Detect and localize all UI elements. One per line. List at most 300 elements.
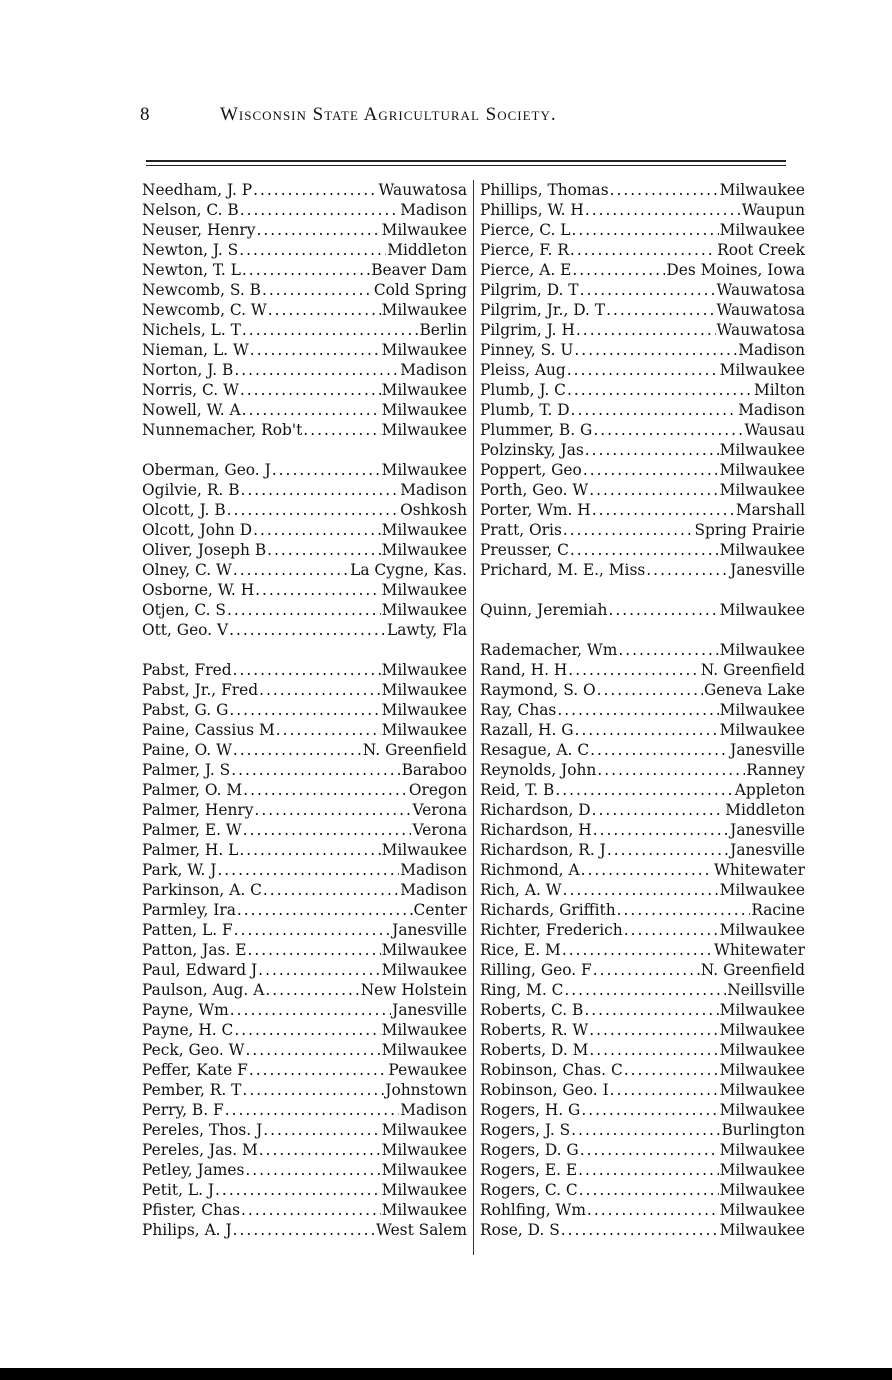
member-name: Pabst, G. G <box>142 701 229 719</box>
member-place: Center <box>413 901 467 919</box>
member-name: Olcott, John D <box>142 521 253 539</box>
member-name: Porter, Wm. H <box>480 501 591 519</box>
leader-dots <box>571 1120 720 1140</box>
member-place: Spring Prairie <box>694 521 805 539</box>
member-name: Reid, T. B <box>480 781 555 799</box>
member-entry <box>142 1200 467 1220</box>
member-place: Des Moines, Iowa <box>666 261 805 279</box>
member-name: Richter, Frederich <box>480 921 623 939</box>
leader-dots <box>253 520 381 540</box>
member-entry <box>480 400 805 420</box>
member-place: Oshkosh <box>400 501 467 519</box>
member-place: Milwaukee <box>719 481 805 499</box>
member-name: Ray, Chas <box>480 701 557 719</box>
member-entry <box>480 600 805 620</box>
member-place: Milwaukee <box>719 1161 805 1179</box>
member-entry <box>142 1060 467 1080</box>
member-entry <box>142 1100 467 1120</box>
leader-dots <box>243 820 412 840</box>
member-entry <box>480 560 805 580</box>
member-name: Needham, J. P <box>142 181 253 199</box>
member-entry <box>480 1040 805 1060</box>
member-entry <box>480 860 805 880</box>
member-name: Olney, C. W <box>142 561 232 579</box>
leader-dots <box>229 700 380 720</box>
member-place: Milwaukee <box>719 1141 805 1159</box>
member-place: Milwaukee <box>381 1121 467 1139</box>
member-place: Milwaukee <box>719 601 805 619</box>
member-entry <box>142 560 467 580</box>
member-place: Milwaukee <box>719 721 805 739</box>
member-name: Resague, A. C <box>480 741 590 759</box>
member-entry <box>142 300 467 320</box>
member-place: Madison <box>400 881 467 899</box>
member-entry <box>142 500 467 520</box>
member-entry <box>480 1220 805 1240</box>
member-name: Ogilvie, R. B <box>142 481 240 499</box>
member-entry <box>480 660 805 680</box>
member-entry <box>480 1160 805 1180</box>
member-name: Paulson, Aug. A <box>142 981 265 999</box>
member-place: Milwaukee <box>719 1181 805 1199</box>
member-name: Richards, Griffith <box>480 901 616 919</box>
member-name: Nunnemacher, Rob't <box>142 421 303 439</box>
member-entry <box>480 220 805 240</box>
member-name: Palmer, Henry <box>142 801 254 819</box>
leader-dots <box>579 1180 719 1200</box>
member-entry <box>142 320 467 340</box>
member-entry <box>142 840 467 860</box>
member-place: Milwaukee <box>719 1221 805 1239</box>
member-place: N. Greenfield <box>362 741 467 759</box>
member-place: Beaver Dam <box>371 261 467 279</box>
leader-dots <box>227 600 381 620</box>
member-name: Pereles, Thos. J <box>142 1121 263 1139</box>
leader-dots <box>233 560 349 580</box>
member-entry <box>480 700 805 720</box>
member-entry <box>480 520 805 540</box>
member-place: Milwaukee <box>381 841 467 859</box>
leader-dots <box>572 260 665 280</box>
leader-dots <box>567 380 753 400</box>
leader-dots <box>245 1160 380 1180</box>
member-place: Milwaukee <box>381 301 467 319</box>
leader-dots <box>555 780 733 800</box>
member-entry <box>480 960 805 980</box>
member-entry <box>142 960 467 980</box>
leader-dots <box>225 1100 400 1120</box>
member-name: Quinn, Jeremiah <box>480 601 608 619</box>
member-entry <box>142 1000 467 1020</box>
member-name: Pilgrim, Jr., D. T <box>480 301 606 319</box>
member-place: Milwaukee <box>719 221 805 239</box>
member-place: Milwaukee <box>719 881 805 899</box>
member-entry <box>480 1000 805 1020</box>
leader-dots <box>242 320 419 340</box>
member-place: Middleton <box>725 801 805 819</box>
leader-dots <box>242 260 370 280</box>
leader-dots <box>217 860 399 880</box>
leader-dots <box>580 280 716 300</box>
member-entry <box>142 280 467 300</box>
leader-dots <box>258 960 380 980</box>
member-place: Milwaukee <box>381 461 467 479</box>
leader-dots <box>610 1080 719 1100</box>
member-place: Johnstown <box>385 1081 467 1099</box>
member-entry <box>480 300 805 320</box>
member-name: Rich, A. W <box>480 881 562 899</box>
member-place: Milwaukee <box>719 701 805 719</box>
member-entry <box>142 1140 467 1160</box>
member-entry <box>480 460 805 480</box>
leader-dots <box>564 980 726 1000</box>
member-place: Madison <box>400 481 467 499</box>
member-name: Newton, J. S <box>142 241 239 259</box>
leader-dots <box>239 840 380 860</box>
leader-dots <box>215 1180 381 1200</box>
member-place: New Holstein <box>360 981 467 999</box>
leader-dots <box>597 760 745 780</box>
member-entry <box>142 240 467 260</box>
member-entry <box>480 780 805 800</box>
member-entry <box>480 480 805 500</box>
leader-dots <box>581 860 713 880</box>
leader-dots <box>574 340 737 360</box>
member-entry <box>142 580 467 600</box>
member-place: Milwaukee <box>719 181 805 199</box>
member-name: Roberts, R. W <box>480 1021 589 1039</box>
leader-dots <box>606 300 715 320</box>
leader-dots <box>593 420 743 440</box>
member-place: Milwaukee <box>381 1021 467 1039</box>
member-name: Prichard, M. E., Miss <box>480 561 646 579</box>
leader-dots <box>580 1140 719 1160</box>
column-divider <box>473 180 474 1255</box>
member-entry <box>142 460 467 480</box>
member-name: Peffer, Kate F <box>142 1061 248 1079</box>
member-entry <box>480 640 805 660</box>
member-name: Patton, Jas. E <box>142 941 247 959</box>
member-place: Madison <box>738 401 805 419</box>
leader-dots <box>562 940 713 960</box>
leader-dots <box>593 960 700 980</box>
member-entry <box>142 480 467 500</box>
leader-dots <box>237 900 413 920</box>
member-place: Milwaukee <box>719 1021 805 1039</box>
member-name: Rohlfing, Wm <box>480 1201 586 1219</box>
member-place: Whitewater <box>714 861 805 879</box>
leader-dots <box>578 1160 718 1180</box>
leader-dots <box>259 1140 381 1160</box>
leader-dots <box>575 720 719 740</box>
member-entry <box>480 840 805 860</box>
leader-dots <box>607 840 729 860</box>
member-name: Perry, B. F <box>142 1101 224 1119</box>
member-place: N. Greenfield <box>700 661 805 679</box>
member-name: Nichels, L. T <box>142 321 241 339</box>
member-place: Milwaukee <box>381 521 467 539</box>
member-entry <box>142 220 467 240</box>
leader-dots <box>227 500 400 520</box>
member-name: Reynolds, John <box>480 761 597 779</box>
leader-dots <box>608 600 718 620</box>
member-entry <box>480 820 805 840</box>
member-entry <box>142 520 467 540</box>
member-name: Parkinson, A. C <box>142 881 262 899</box>
leader-dots <box>589 1040 718 1060</box>
member-name: Palmer, J. S <box>142 761 231 779</box>
member-name: Plumb, T. D <box>480 401 570 419</box>
leader-dots <box>231 760 400 780</box>
member-name: Pratt, Oris <box>480 521 562 539</box>
member-entry <box>480 1080 805 1100</box>
member-place: Milton <box>754 381 805 399</box>
leader-dots <box>572 220 719 240</box>
member-place: Racine <box>751 901 805 919</box>
leader-dots <box>240 200 400 220</box>
member-place: Wauwatosa <box>716 281 805 299</box>
member-name: Pfister, Chas <box>142 1201 241 1219</box>
member-place: Janesville <box>730 741 805 759</box>
member-entry <box>480 500 805 520</box>
member-entry <box>480 880 805 900</box>
leader-dots <box>241 1200 381 1220</box>
member-place: Wauwatosa <box>378 181 467 199</box>
member-name: Palmer, H. L <box>142 841 239 859</box>
member-name: Pierce, A. E <box>480 261 572 279</box>
member-place: Janesville <box>392 1001 467 1019</box>
member-entry <box>480 1180 805 1200</box>
leader-dots <box>247 940 380 960</box>
member-entry <box>142 1220 467 1240</box>
leader-dots <box>584 1000 718 1020</box>
member-place: Milwaukee <box>719 1061 805 1079</box>
member-place: Oregon <box>408 781 467 799</box>
member-name: Olcott, J. B <box>142 501 226 519</box>
leader-dots <box>570 240 716 260</box>
leader-dots <box>243 780 408 800</box>
member-place: Verona <box>412 801 467 819</box>
member-name: Patten, L. F <box>142 921 233 939</box>
member-name: Richardson, D <box>480 801 591 819</box>
leader-dots <box>253 180 377 200</box>
member-place: Madison <box>400 201 467 219</box>
member-name: Paine, Cassius M <box>142 721 275 739</box>
member-place: Neillsville <box>727 981 805 999</box>
leader-dots <box>263 1120 380 1140</box>
member-place: Milwaukee <box>719 1041 805 1059</box>
leader-dots <box>241 480 400 500</box>
member-name: Richmond, A <box>480 861 580 879</box>
member-name: Nieman, L. W <box>142 341 249 359</box>
member-place: Milwaukee <box>381 1041 467 1059</box>
leader-dots <box>259 680 381 700</box>
leader-dots <box>561 1220 719 1240</box>
member-entry <box>480 200 805 220</box>
member-place: Milwaukee <box>381 421 467 439</box>
member-name: Paine, O. W <box>142 741 232 759</box>
member-name: Norris, C. W <box>142 381 239 399</box>
member-entry <box>142 720 467 740</box>
member-place: Madison <box>400 361 467 379</box>
leader-dots <box>239 240 386 260</box>
member-entry <box>142 380 467 400</box>
member-entry <box>142 1080 467 1100</box>
member-entry <box>142 1180 467 1200</box>
member-entry <box>142 1020 467 1040</box>
leader-dots <box>276 720 381 740</box>
member-entry <box>480 240 805 260</box>
member-name: Pierce, C. L <box>480 221 571 239</box>
leader-dots <box>610 180 719 200</box>
member-name: Poppert, Geo <box>480 461 582 479</box>
member-name: Palmer, E. W <box>142 821 242 839</box>
member-name: Philips, A. J <box>142 1221 232 1239</box>
leader-dots <box>233 660 381 680</box>
member-place: Marshall <box>735 501 805 519</box>
member-name: Rogers, H. G <box>480 1101 581 1119</box>
leader-dots <box>567 360 719 380</box>
member-place: Milwaukee <box>381 581 467 599</box>
member-entry <box>480 1020 805 1040</box>
leader-dots <box>263 880 399 900</box>
member-place: Milwaukee <box>381 961 467 979</box>
member-place: Janesville <box>730 821 805 839</box>
member-entry <box>480 740 805 760</box>
member-name: Roberts, D. M <box>480 1041 589 1059</box>
member-place: Milwaukee <box>381 1181 467 1199</box>
member-entry <box>142 760 467 780</box>
member-place: Milwaukee <box>719 361 805 379</box>
member-place: Waupun <box>741 201 805 219</box>
leader-dots <box>618 640 718 660</box>
member-name: Rogers, E. E <box>480 1161 578 1179</box>
member-name: Pabst, Fred <box>142 661 232 679</box>
leader-dots <box>262 280 373 300</box>
member-entry <box>480 180 805 200</box>
member-name: Pember, R. T <box>142 1081 242 1099</box>
member-name: Pilgrim, D. T <box>480 281 579 299</box>
leader-dots <box>557 700 718 720</box>
leader-dots <box>230 1000 391 1020</box>
page-title: Wisconsin State Agricultural Society. <box>220 104 557 125</box>
member-place: Milwaukee <box>381 681 467 699</box>
leader-dots <box>568 660 700 680</box>
leader-dots <box>272 460 381 480</box>
member-name: Pabst, Jr., Fred <box>142 681 259 699</box>
member-name: Pereles, Jas. M <box>142 1141 258 1159</box>
member-entry <box>480 380 805 400</box>
leader-dots <box>268 300 381 320</box>
leader-dots <box>254 800 411 820</box>
member-place: Milwaukee <box>719 1101 805 1119</box>
header-rule-thick <box>146 160 786 162</box>
leader-dots <box>576 320 716 340</box>
member-entry <box>480 280 805 300</box>
member-entry <box>142 1040 467 1060</box>
member-name: Rice, E. M <box>480 941 561 959</box>
member-name: Razall, H. G <box>480 721 574 739</box>
member-place: Milwaukee <box>719 1001 805 1019</box>
member-name: Richardson, H <box>480 821 592 839</box>
member-entry <box>480 920 805 940</box>
member-place: Milwaukee <box>381 381 467 399</box>
leader-dots <box>234 920 391 940</box>
member-place: Milwaukee <box>381 721 467 739</box>
member-entry <box>142 1160 467 1180</box>
member-entry <box>142 400 467 420</box>
member-name: Nelson, C. B <box>142 201 239 219</box>
leader-dots <box>256 220 380 240</box>
member-place: Milwaukee <box>381 701 467 719</box>
leader-dots <box>563 880 719 900</box>
member-name: Rand, H. H <box>480 661 568 679</box>
member-entry <box>142 900 467 920</box>
member-place: Whitewater <box>714 941 805 959</box>
leader-dots <box>234 1020 380 1040</box>
member-place: Milwaukee <box>719 541 805 559</box>
member-place: Milwaukee <box>719 1201 805 1219</box>
leader-dots <box>624 920 719 940</box>
member-name: Nowell, W. A <box>142 401 241 419</box>
member-name: Rose, D. S <box>480 1221 560 1239</box>
member-place: Milwaukee <box>381 1161 467 1179</box>
leader-dots <box>250 340 381 360</box>
member-name: Osborne, W. H <box>142 581 255 599</box>
member-name: Pleiss, Aug <box>480 361 566 379</box>
member-name: Pinney, S. U <box>480 341 574 359</box>
member-place: Milwaukee <box>719 461 805 479</box>
member-name: Paul, Edward J <box>142 961 258 979</box>
page-number: 8 <box>140 104 151 125</box>
header-rule-thin <box>146 165 786 166</box>
member-place: Milwaukee <box>381 601 467 619</box>
leader-dots <box>587 1200 719 1220</box>
member-place: Milwaukee <box>381 661 467 679</box>
leader-dots <box>240 380 381 400</box>
member-entry <box>142 340 467 360</box>
leader-dots <box>589 480 718 500</box>
member-place: Milwaukee <box>381 341 467 359</box>
leader-dots <box>592 800 725 820</box>
member-entry <box>480 540 805 560</box>
leader-dots <box>590 740 729 760</box>
leader-dots <box>597 680 703 700</box>
member-name: Payne, H. C <box>142 1021 234 1039</box>
member-place: Milwaukee <box>719 921 805 939</box>
member-entry <box>480 760 805 780</box>
member-place: Geneva Lake <box>703 681 805 699</box>
leader-dots <box>563 520 694 540</box>
member-name: Robinson, Chas. C <box>480 1061 623 1079</box>
member-place: Burlington <box>721 1121 805 1139</box>
leader-dots <box>624 1060 719 1080</box>
member-place: Janesville <box>730 561 805 579</box>
leader-dots <box>585 200 741 220</box>
member-place: Pewaukee <box>388 1061 467 1079</box>
member-entry <box>142 600 467 620</box>
member-name: Newcomb, C. W <box>142 301 267 319</box>
member-name: Peck, Geo. W <box>142 1041 245 1059</box>
member-place: Milwaukee <box>719 1081 805 1099</box>
leader-dots <box>265 980 359 1000</box>
leader-dots <box>242 1080 384 1100</box>
member-name: Porth, Geo. W <box>480 481 589 499</box>
member-name: Richardson, R. J <box>480 841 606 859</box>
member-name: Parmley, Ira <box>142 901 236 919</box>
member-name: Otjen, C. S <box>142 601 226 619</box>
leader-dots <box>255 580 380 600</box>
